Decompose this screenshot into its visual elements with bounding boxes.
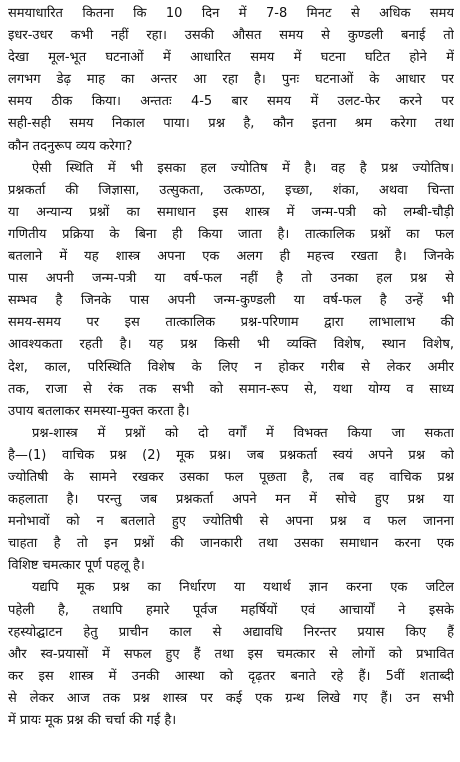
text-line: और स्व-प्रयासों में सफल हुए हैं तथा इस चमत्कार से लोगों को प्रभावित <box>8 646 454 662</box>
text-line: गणितीय प्रक्रिया के बिना ही किया जाता है। तात्कालिक प्रश्नों का फल <box>8 226 454 242</box>
text-line: यद्यपि मूक प्रश्न का निर्धारण या यथार्थ ज्ञान करना एक जटिल <box>32 580 454 596</box>
paragraph-2 <box>8 158 454 423</box>
text-line: है—(1) वाचिक प्रश्न (2) मूक प्रश्न। जब प्रश्नकर्ता स्वयं अपने प्रश्न को <box>8 447 454 463</box>
text-line: आवश्यकता रहती है। यह प्रश्न किसी भी व्यक्ति विशेष, स्थान विशेष, <box>8 337 454 353</box>
text-line: पास अपनी जन्म-पत्री या वर्ष-फल नहीं है तो उनका हल प्रश्न से <box>8 271 454 287</box>
text-line: सही-सही समय निकाल पाया। प्रश्न है, कौन इतना श्रम करेगा तथा <box>8 116 454 132</box>
text-line: देश, काल, परिस्थिति विशेष के लिए न होकर गरीब से लेकर अमीर <box>8 359 454 375</box>
text-line: से लेकर आज तक प्रश्न शास्त्र पर कई एक ग्रन्थ लिखे गए हैं। उन सभी <box>8 690 454 706</box>
text-line: लगभग डेढ़ माह का अन्तर आ रहा है। पुनः घटनाओं के आधार पर <box>8 72 454 88</box>
text-line: सम्भव है जिनके पास अपनी जन्म-कुण्डली या वर्ष-फल है उन्हें भी <box>8 293 454 309</box>
text-line: या अन्यान्य प्रश्नों का समाधान इस शास्त्र में जन्म-पत्री को लम्बी-चौड़ी <box>8 204 454 220</box>
text-line: कर इस शास्त्र में उनकी आस्था को दृढ़तर बनाते रहे हैं। 5वीं शताब्दी <box>8 668 454 684</box>
text-line: पहेली है, तथापि हमारे पूर्वज महर्षियों एवं आचार्यों ने इसके <box>8 602 454 618</box>
text-line: समय ठीक किया। अन्ततः 4-5 बार समय में उलट-फेर करने पर <box>8 94 454 110</box>
text-line: ऐसी स्थिति में भी इसका हल ज्योतिष में है। वह है प्रश्न ज्योतिष। <box>32 160 454 176</box>
paragraph-4 <box>8 577 454 732</box>
text-line: विशिष्ट चमत्कार पूर्ण पहलू है। <box>8 558 145 574</box>
text-line: चाहता है तो इन प्रश्नों की जानकारी तथा उसका समाधान करना एक <box>8 536 454 552</box>
text-line: रहस्योद्घाटन हेतु प्राचीन काल से अद्यावधि निरन्तर प्रयास किए हैं <box>8 624 454 640</box>
text-line: में प्रायः मूक प्रश्न की चर्चा की गई है। <box>8 713 177 728</box>
text-line: कहलाता है। परन्तु जब प्रश्नकर्ता अपने मन में सोचे हुए प्रश्न या <box>8 492 454 508</box>
text-line: इधर-उधर कभी नहीं रहा। उसकी औसत समय से कुण्डली बनाई तो <box>8 28 454 44</box>
text-line: कौन तदनुरूप व्यय करेगा? <box>8 138 133 154</box>
text-line: तक, राजा से रंक तक सभी को समान-रूप से, यथा योग्य व साध्य <box>8 381 454 397</box>
text-line: उपाय बतलाकर समस्या-मुक्त करता है। <box>8 403 190 419</box>
text-line: समयाधारित कितना कि 10 दिन में 7-8 मिनट से अधिक समय <box>8 6 454 21</box>
text-line: बतलाने में यह शास्त्र अपना एक अलग ही महत्त्व रखता है। जिनके <box>8 249 454 265</box>
paragraph-1 <box>8 3 454 158</box>
text-line: प्रश्न-शास्त्र में प्रश्नों को दो वर्गों में विभक्त किया जा सकता <box>32 425 454 441</box>
text-line: ज्योतिषी के सामने रखकर उसका फल पूछता है, तब वह वाचिक प्रश्न <box>8 469 454 485</box>
paragraph-3 <box>8 423 454 578</box>
text-line: प्रश्नकर्ता की जिज्ञासा, उत्सुकता, उत्कण्ठा, इच्छा, शंका, अथवा चिन्ता <box>8 182 454 198</box>
text-line: देखा मूल-भूत घटनाओं में आधारित समय में घटना घटित होने में <box>8 50 454 66</box>
text-line: समय-समय पर इस तात्कालिक प्रश्न-परिणाम द्वारा लाभालाभ की <box>8 315 454 331</box>
text-line: मनोभावों को न बतलाते हुए ज्योतिषी से अपना प्रश्न व फल जानना <box>8 514 454 530</box>
